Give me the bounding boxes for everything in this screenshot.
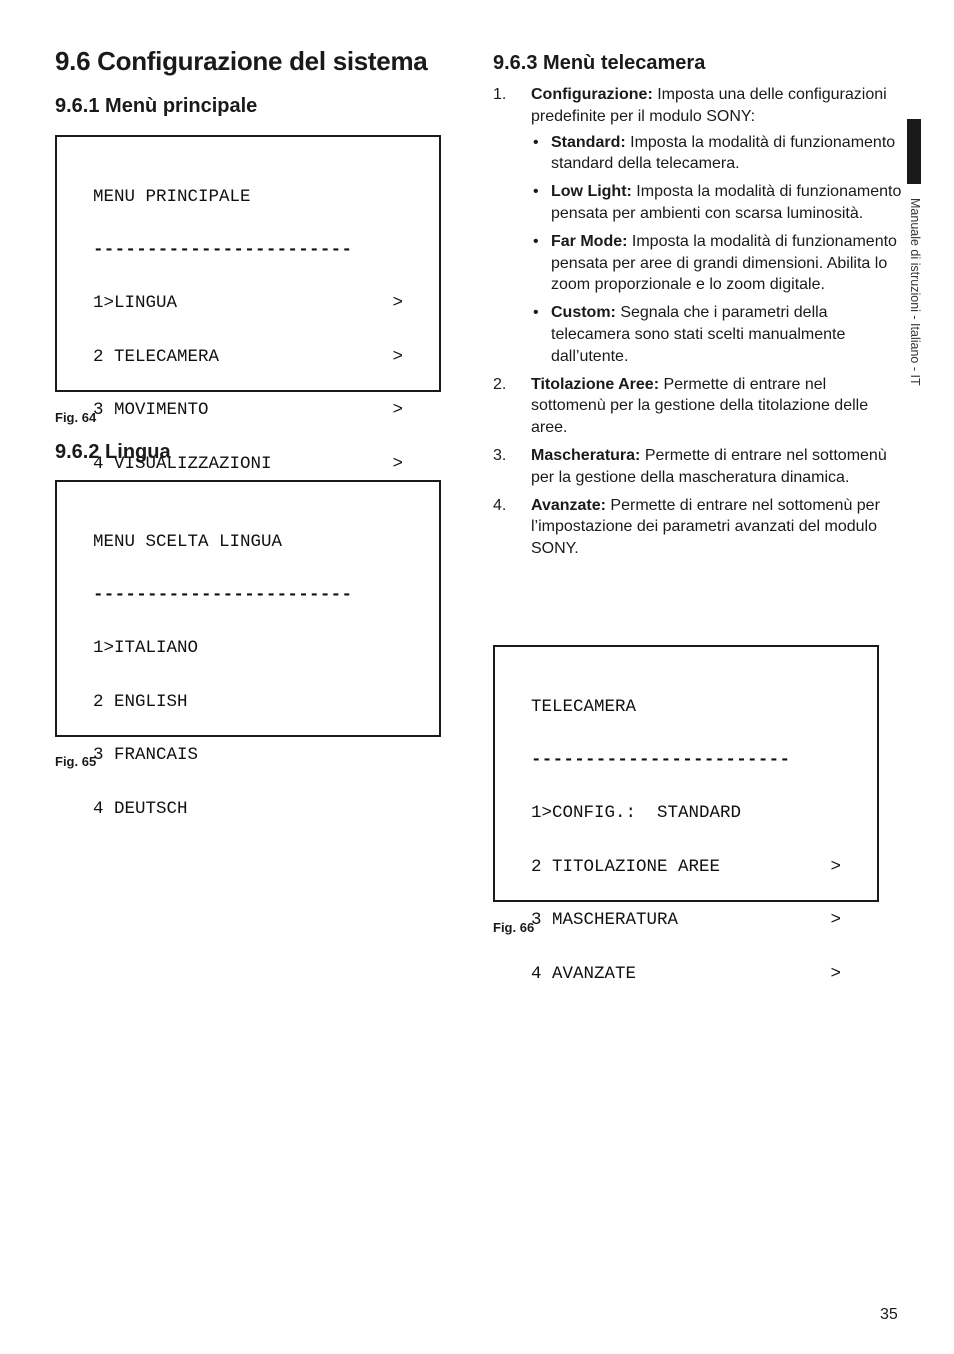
osd-item-label: 1>CONFIG.: STANDARD xyxy=(531,803,742,824)
osd-arrow: > xyxy=(392,400,403,421)
page-number: 35 xyxy=(880,1306,898,1323)
osd-title: TELECAMERA xyxy=(531,696,637,717)
heading-telecamera: 9.6.3 Menù telecamera xyxy=(493,52,706,74)
list-item xyxy=(493,495,903,560)
bullet-item xyxy=(531,231,903,296)
bullet-term: Low Light: xyxy=(551,183,632,201)
osd-menu-row xyxy=(93,402,403,420)
osd-item-label: 4 AVANZATE xyxy=(531,963,637,984)
list-item xyxy=(493,84,903,368)
osd-arrow: > xyxy=(830,910,841,931)
bullet-dot: • xyxy=(533,183,539,201)
bullet-item xyxy=(531,302,903,367)
bullet-dot: • xyxy=(533,304,539,322)
bullet-list xyxy=(531,132,903,368)
bullet-text: Segnala che i parametri della telecamera sono stati scelti manualmente dall’utente. xyxy=(551,304,846,365)
bullet-dot: • xyxy=(533,133,539,151)
figure-caption: Fig. 64 xyxy=(55,410,97,425)
bullet-text: Imposta la modalità di funzionamento standard della telecamera. xyxy=(551,133,896,173)
osd-arrow: > xyxy=(392,293,403,314)
osd-item-label: 4 DEUTSCH xyxy=(93,798,188,819)
osd-separator: ------------------------ xyxy=(531,749,791,770)
osd-item-label: 1>ITALIANO xyxy=(93,638,199,659)
list-item xyxy=(493,445,903,489)
chapter-tab-marker xyxy=(907,119,921,184)
list-text: Permette di entrare nel sottomenù per la gestione della mascheratura dinamica. xyxy=(531,446,887,486)
osd-menu-row xyxy=(531,912,841,930)
list-number: 4. xyxy=(493,496,507,514)
telecamera-description xyxy=(493,84,903,566)
bullet-item xyxy=(531,132,903,176)
osd-item-label: 3 MOVIMENTO xyxy=(93,400,209,421)
bullet-item xyxy=(531,181,903,225)
osd-menu-row xyxy=(531,963,841,984)
osd-item-label: 3 MASCHERATURA xyxy=(531,910,679,931)
osd-menu-row xyxy=(531,805,841,823)
bullet-text: Imposta la modalità di funzionamento pensata per ambienti con scarsa luminosità. xyxy=(551,183,902,222)
list-number: 2. xyxy=(493,375,507,393)
osd-separator: ------------------------ xyxy=(93,584,353,605)
list-term: Mascheratura: xyxy=(531,446,641,464)
osd-separator: ------------------------ xyxy=(93,239,353,260)
list-text: Permette di entrare nel sottomenù per la gestione della titolazione delle aree. xyxy=(531,375,869,437)
osd-item-label: 2 TITOLAZIONE AREE xyxy=(531,856,721,877)
bullet-term: Standard: xyxy=(551,133,626,151)
osd-menu-row xyxy=(531,856,841,877)
osd-item-label: 1>LINGUA xyxy=(93,293,178,314)
bullet-text: Imposta la modalità di funzionamento pensata per aree di grandi dimensioni. Abilita lo zoom proporzionale e lo zoom digitale. xyxy=(551,232,897,294)
osd-item-label: 2 TELECAMERA xyxy=(93,346,220,367)
list-text: Imposta una delle configurazioni predefinite per il modulo SONY: xyxy=(531,86,887,125)
heading-lingua: 9.6.2 Lingua xyxy=(55,441,171,463)
bullet-dot: • xyxy=(533,232,539,250)
osd-menu-row xyxy=(93,346,403,367)
osd-item-label: 3 FRANCAIS xyxy=(93,745,199,766)
osd-arrow: > xyxy=(830,856,841,877)
osd-arrow: > xyxy=(830,963,841,984)
osd-arrow: > xyxy=(392,453,403,474)
bullet-term: Custom: xyxy=(551,304,616,322)
figure-caption: Fig. 65 xyxy=(55,754,97,769)
figure-caption: Fig. 66 xyxy=(493,920,535,935)
list-item xyxy=(493,374,903,439)
page-title: 9.6 Configurazione del sistema xyxy=(55,46,428,76)
list-number: 1. xyxy=(493,86,507,103)
osd-title: MENU PRINCIPALE xyxy=(93,186,251,207)
osd-title: MENU SCELTA LINGUA xyxy=(93,531,283,552)
side-label: Manuale di istruzioni - Italiano - IT xyxy=(908,198,922,386)
heading-menu-principale: 9.6.1 Menù principale xyxy=(55,95,258,117)
list-text: Permette di entrare nel sottomenù per l’impostazione dei parametri avanzati del modulo SONY. xyxy=(531,496,880,558)
list-number: 3. xyxy=(493,446,507,464)
osd-item-label: 2 ENGLISH xyxy=(93,691,188,712)
osd-menu-row xyxy=(93,295,403,313)
list-term: Configurazione: xyxy=(531,86,653,103)
list-term: Titolazione Aree: xyxy=(531,375,660,393)
bullet-term: Far Mode: xyxy=(551,232,628,250)
list-term: Avanzate: xyxy=(531,496,606,514)
osd-arrow: > xyxy=(392,346,403,367)
osd-item-label: 4 VISUALIZZAZIONI xyxy=(93,453,272,474)
